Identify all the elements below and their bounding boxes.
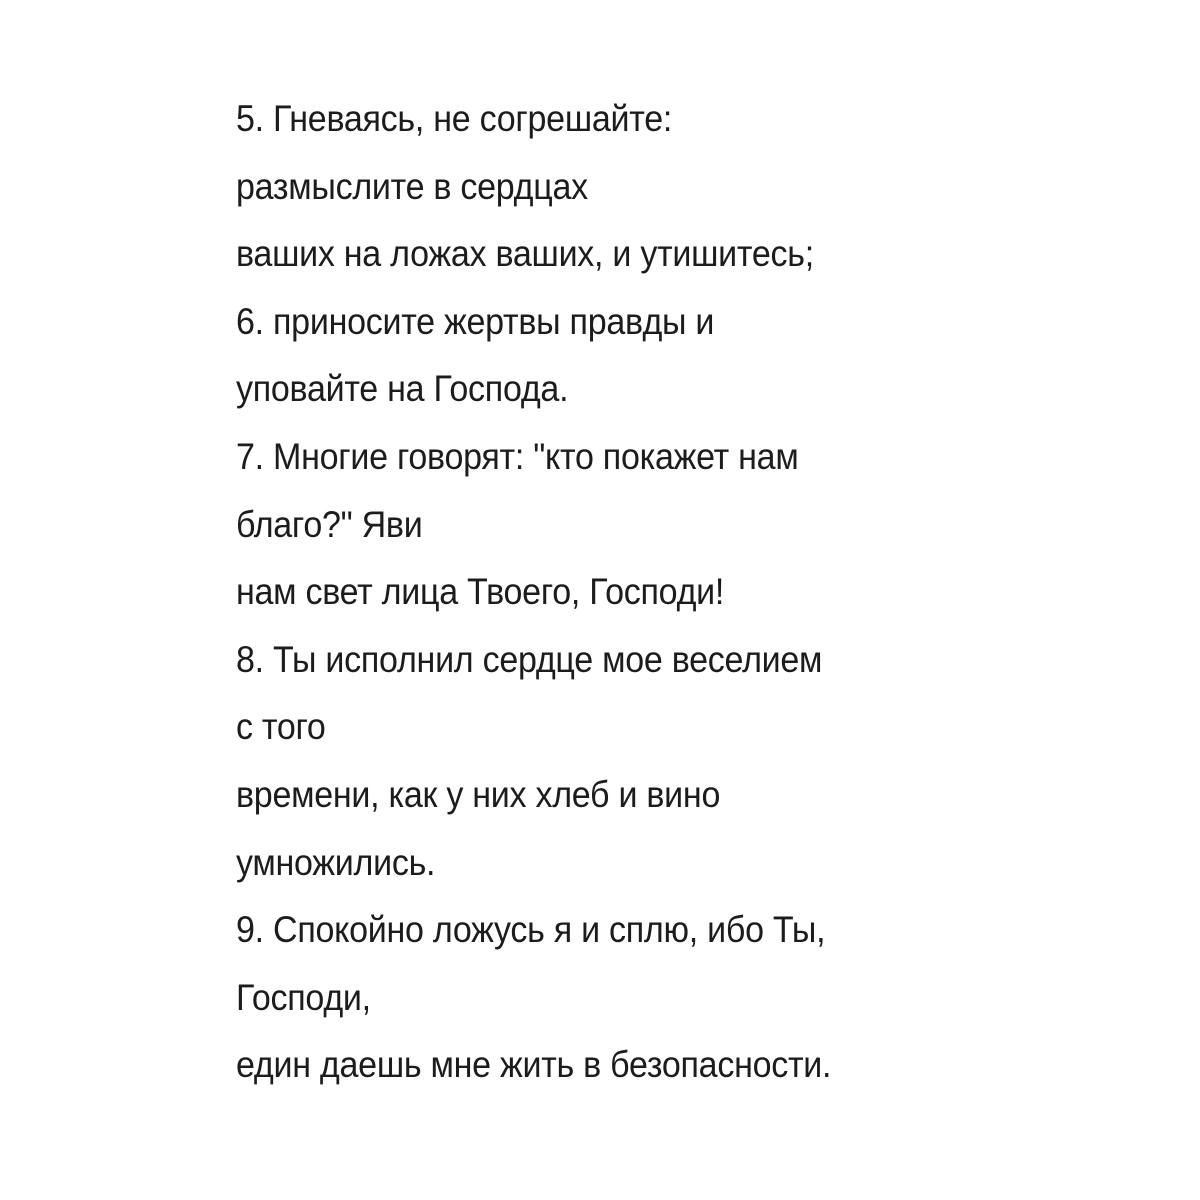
- text-line: 5. Гневаясь, не согрешайте:: [236, 98, 673, 139]
- text-line: 8. Ты исполнил сердце мое веселием: [236, 638, 823, 680]
- text-line: времени, как у них хлеб и вино: [236, 773, 721, 815]
- text-line: с того: [236, 706, 326, 748]
- psalm-text-block: [236, 85, 1064, 1099]
- text-line: Господи,: [236, 976, 371, 1018]
- text-line: нам свет лица Твоего, Господи!: [236, 571, 725, 613]
- text-line: благо?" Яви: [236, 503, 423, 545]
- text-line: уповайте на Господа.: [236, 368, 569, 410]
- text-line: размыслите в сердцах: [236, 165, 588, 207]
- text-line: ваших на ложах ваших, и утишитесь;: [236, 233, 814, 275]
- text-line: умножились.: [236, 841, 436, 883]
- text-line: 6. приносите жертвы правды и: [236, 300, 715, 342]
- text-line: 9. Спокойно ложусь я и сплю, ибо Ты,: [236, 909, 826, 951]
- text-line: 7. Многие говорят: "кто покажет нам: [236, 435, 799, 477]
- text-line: един даешь мне жить в безопасности.: [236, 1044, 832, 1086]
